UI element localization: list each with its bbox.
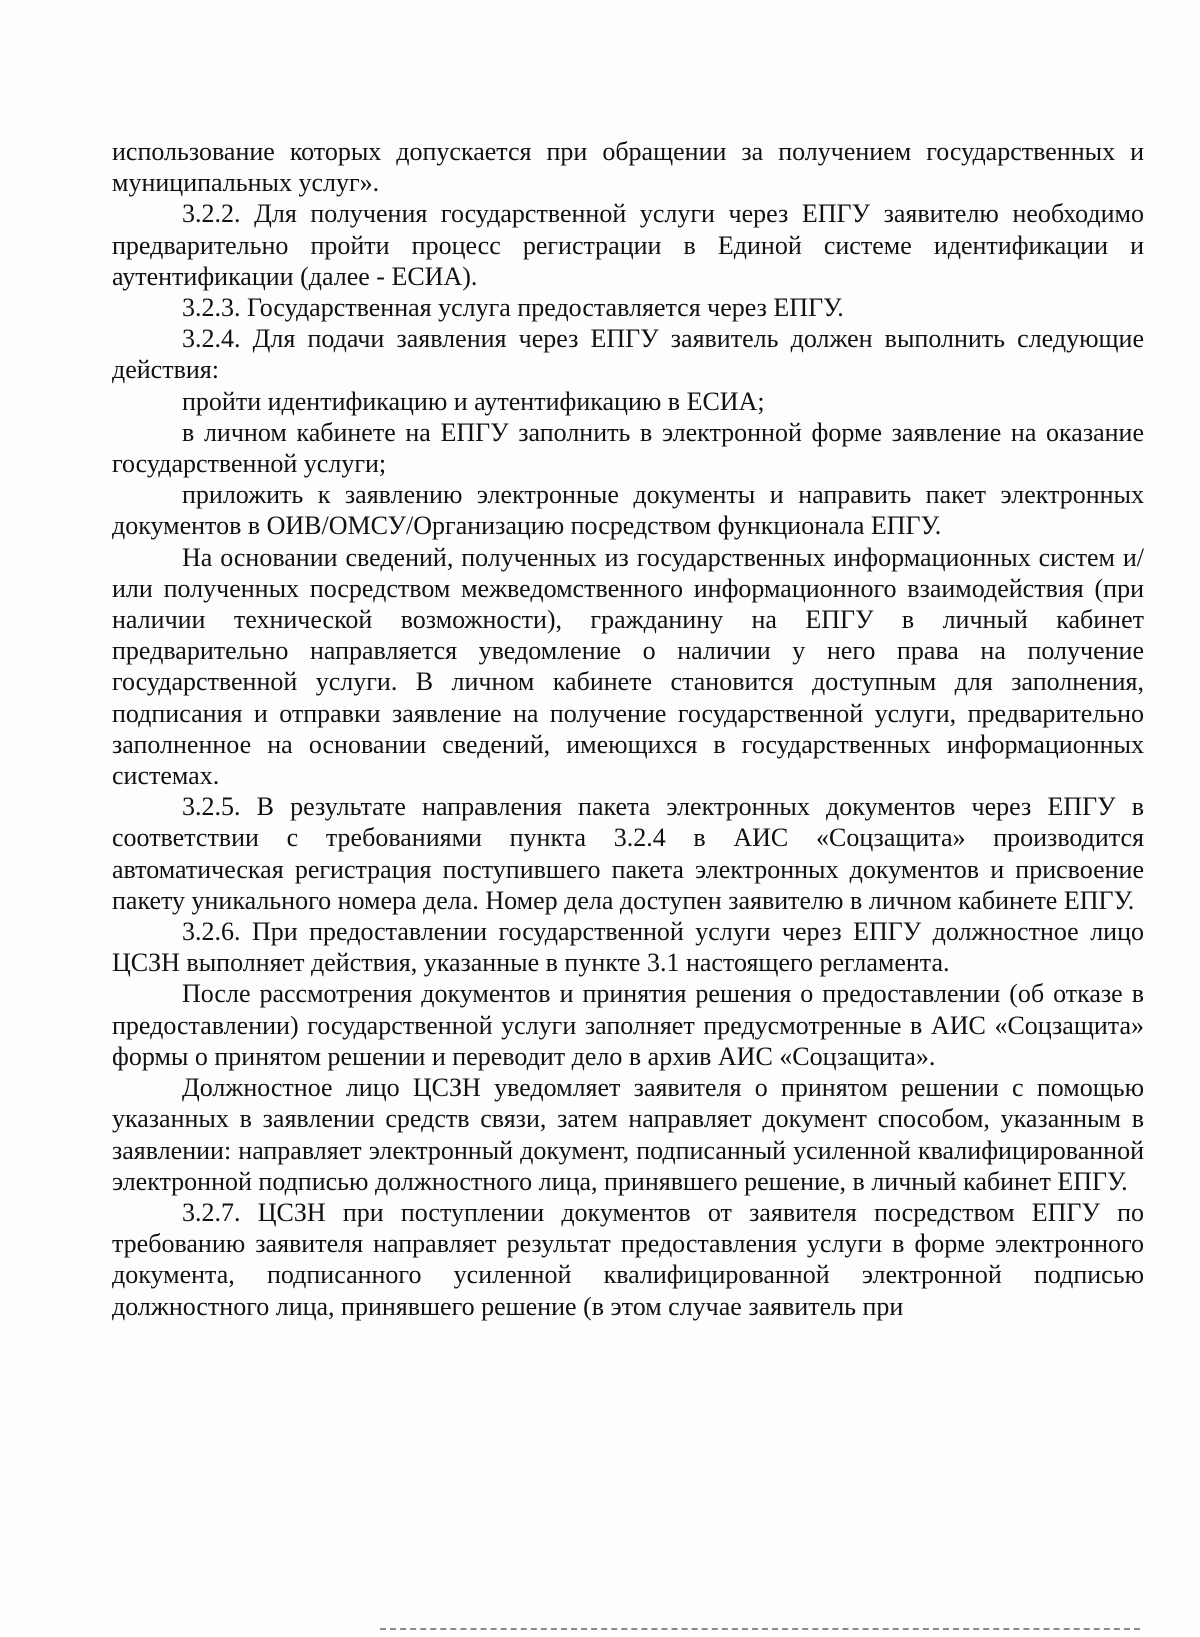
step-attach-documents: приложить к заявлению электронные документы и направить пакет электронных документов в ОИВ/ОМСУ/Организацию посредством функционала ЕПГУ. xyxy=(112,480,1144,541)
paragraph-notify-applicant: Должностное лицо ЦСЗН уведомляет заявителя о принятом решении с помощью указанных в заявлении средств связи, затем направляет документ способом, указанным в заявлении: направляет электронный документ, подписанный усиленной квалифицированной электронной подписью должностного лица, принявшего решение, в личный кабинет ЕПГУ. xyxy=(112,1073,1144,1196)
paragraph-continuation: использование которых допускается при обращении за получением государственных и муниципальных услуг». xyxy=(112,137,1144,198)
paragraph-3-2-4: 3.2.4. Для подачи заявления через ЕПГУ заявитель должен выполнить следующие действия: xyxy=(112,324,1144,385)
paragraph-3-2-7: 3.2.7. ЦСЗН при поступлении документов от заявителя посредством ЕПГУ по требованию заявителя направляет результат предоставления услуги в форме электронного документа, подписанного усиленной квалифицированной электронной подписью должностного лица, принявшего решение (в этом случае заявитель при xyxy=(112,1197,1144,1321)
paragraph-3-2-2: 3.2.2. Для получения государственной услуги через ЕПГУ заявителю необходимо предварительно пройти процесс регистрации в Единой системе идентификации и аутентификации (далее - ЕСИА). xyxy=(112,199,1144,291)
step-identification: пройти идентификацию и аутентификацию в ЕСИА; xyxy=(182,386,765,416)
paragraph-3-2-3: 3.2.3. Государственная услуга предоставляется через ЕПГУ. xyxy=(182,293,844,323)
paragraph-3-2-5: 3.2.5. В результате направления пакета электронных документов через ЕПГУ в соответствии с требованиями пункта 3.2.4 в АИС «Соцзащита» производится автоматическая регистрация поступившего пакета электронных документов и присвоение пакету уникального номера дела. Номер дела доступен заявителю в личном кабинете ЕПГУ. xyxy=(112,792,1144,915)
step-fill-form: в личном кабинете на ЕПГУ заполнить в электронной форме заявление на оказание государственной услуги; xyxy=(112,417,1144,479)
scan-edge-line xyxy=(380,1628,1140,1630)
paragraph-3-2-6: 3.2.6. При предоставлении государственной услуги через ЕПГУ должностное лицо ЦСЗН выполняет действия, указанные в пункте 3.1 настоящего регламента. xyxy=(112,917,1144,978)
paragraph-decision: После рассмотрения документов и принятия решения о предоставлении (об отказе в предоставлении) государственной услуги заполняет предусмотренные в АИС «Соцзащита» формы о принятом решении и переводит дело в архив АИС «Соцзащита». xyxy=(112,979,1144,1071)
document-body xyxy=(112,136,1144,1322)
paragraph-notification: На основании сведений, полученных из государственных информационных систем и/или полученных посредством межведомственного информационного взаимодействия (при наличии технической возможности), гражданину на ЕПГУ в личный кабинет предварительно направляется уведомление о наличии у него права на получение государственной услуги. В личном кабинете становится доступным для заполнения, подписания и отправки заявление на получение государственной услуги, предварительно заполненное на основании сведений, имеющихся в государственных информационных системах. xyxy=(112,542,1144,791)
